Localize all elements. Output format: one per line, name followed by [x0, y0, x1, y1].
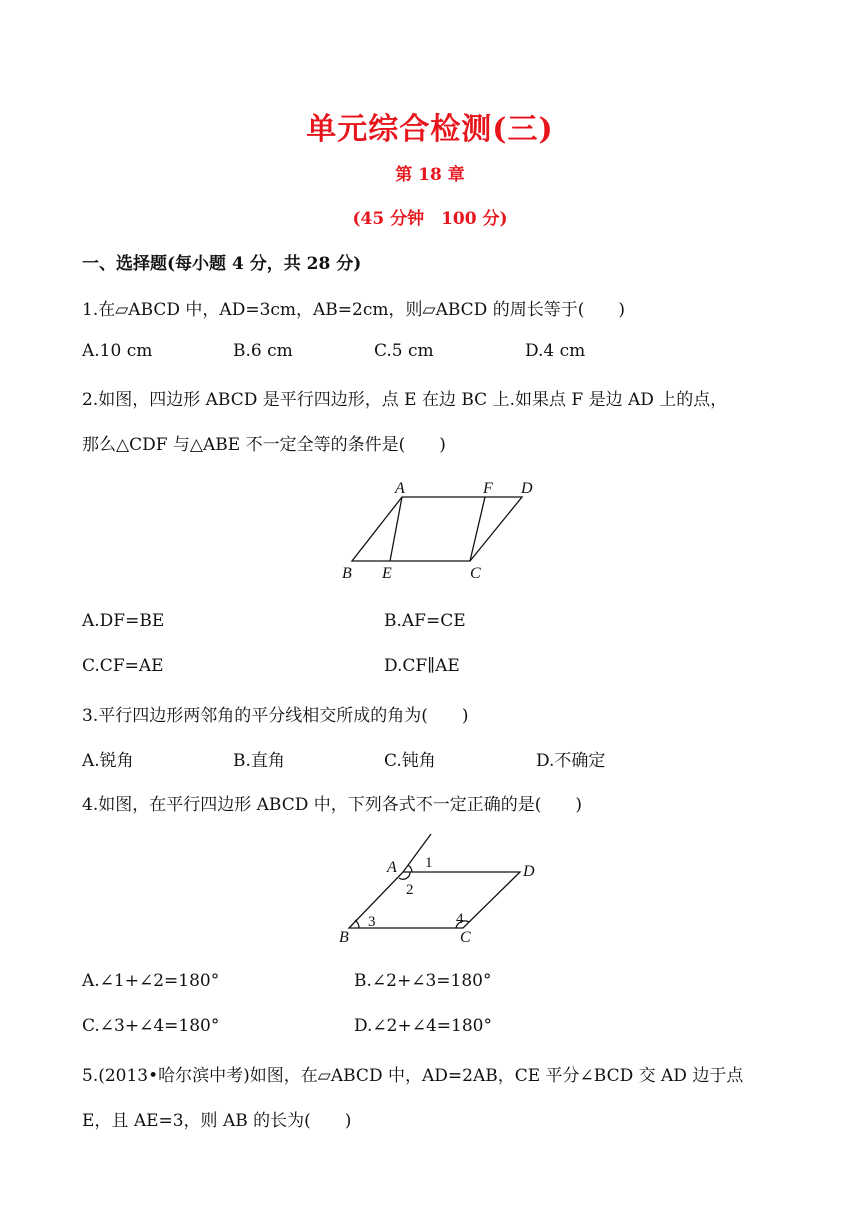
- question-4-option-b: B.∠2+∠3=180°: [354, 971, 492, 991]
- question-3-option-c: C.钝角: [384, 751, 436, 771]
- vertex-label-a: A: [395, 480, 405, 497]
- vertex-label-d: D: [521, 480, 533, 497]
- vertex-label-c: C: [470, 565, 481, 582]
- angle-arc-3: [355, 920, 359, 928]
- parallelogram-abcd: [352, 497, 522, 561]
- section-heading: 一、选择题(每小题 4 分，共 28 分): [82, 254, 362, 274]
- question-5-stem-line2: E，且 AE=3，则 AB 的长为( ): [82, 1111, 352, 1131]
- question-2-option-b: B.AF=CE: [384, 611, 466, 631]
- question-5-stem-line1: 5.(2013•哈尔滨中考)如图，在▱ABCD 中，AD=2AB，CE 平分∠BCD 交 AD 边于点: [82, 1066, 744, 1086]
- vertex-label-b: B: [342, 565, 352, 582]
- time-score-label: (45 分钟 100 分): [352, 209, 508, 229]
- question-2-option-a: A.DF=BE: [82, 611, 165, 631]
- question-1-option-b: B.6 cm: [233, 341, 293, 361]
- question-3-option-a: A.锐角: [82, 751, 134, 771]
- vertex-label-f: F: [483, 480, 493, 497]
- angle-label-1: 1: [425, 855, 433, 871]
- question-4-figure: [330, 830, 550, 948]
- question-4-option-a: A.∠1+∠2=180°: [82, 971, 220, 991]
- question-3-option-b: B.直角: [233, 751, 285, 771]
- question-1-stem: 1.在▱ABCD 中，AD=3cm，AB=2cm，则▱ABCD 的周长等于( ): [82, 300, 625, 320]
- angle-label-4: 4: [456, 911, 464, 927]
- angle-arc-2: [399, 872, 410, 879]
- segment-ae: [390, 497, 402, 561]
- angle-label-3: 3: [368, 914, 376, 930]
- chapter-label: 第 18 章: [395, 165, 465, 185]
- vertex-label-a: A: [387, 859, 397, 876]
- question-4-option-c: C.∠3+∠4=180°: [82, 1016, 220, 1036]
- question-2-stem-line2: 那么△CDF 与△ABE 不一定全等的条件是( ): [82, 435, 446, 455]
- question-1-option-a: A.10 cm: [82, 341, 153, 361]
- vertex-label-b: B: [339, 929, 349, 946]
- question-1-option-d: D.4 cm: [525, 341, 586, 361]
- question-2-option-c: C.CF=AE: [82, 656, 164, 676]
- angle-label-2: 2: [406, 882, 414, 898]
- page-title: 单元综合检测(三): [306, 112, 554, 147]
- vertex-label-d: D: [523, 863, 535, 880]
- question-1-option-c: C.5 cm: [374, 341, 434, 361]
- question-3-stem: 3.平行四边形两邻角的平分线相交所成的角为( ): [82, 706, 469, 726]
- question-2-stem-line1: 2.如图，四边形 ABCD 是平行四边形，点 E 在边 BC 上.如果点 F 是边 AD 上的点，: [82, 390, 728, 410]
- question-3-option-d: D.不确定: [536, 751, 606, 771]
- vertex-label-e: E: [382, 565, 392, 582]
- question-2-figure: [330, 474, 550, 586]
- question-4-option-d: D.∠2+∠4=180°: [354, 1016, 492, 1036]
- vertex-label-c: C: [460, 929, 471, 946]
- question-2-option-d: D.CF∥AE: [384, 656, 460, 676]
- angle-arc-1: [408, 865, 412, 872]
- question-4-stem: 4.如图，在平行四边形 ABCD 中，下列各式不一定正确的是( ): [82, 795, 583, 815]
